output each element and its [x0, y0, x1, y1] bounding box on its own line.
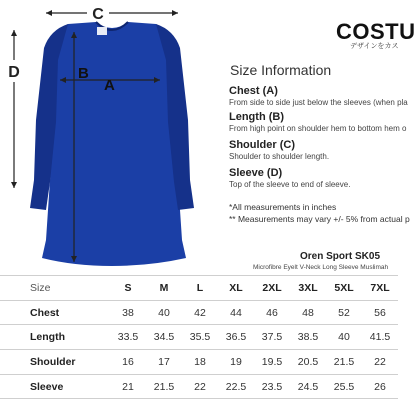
table-header-cell: M: [146, 276, 182, 301]
table-cell: 38: [110, 300, 146, 325]
table-cell: 24.5: [290, 374, 326, 399]
table-cell: 16: [110, 350, 146, 375]
brand-tagline: デザインをカス: [350, 43, 399, 50]
table-cell: 40: [326, 325, 362, 350]
table-cell: 46: [254, 300, 290, 325]
table-header-cell: 5XL: [326, 276, 362, 301]
table-cell: 19: [218, 350, 254, 375]
dimension-label-d: D: [8, 64, 20, 81]
size-table: [0, 275, 398, 399]
table-cell: 19.5: [254, 350, 290, 375]
table-cell: 42: [182, 300, 218, 325]
table-cell: 21.5: [146, 374, 182, 399]
table-cell: 52: [326, 300, 362, 325]
table-cell: 26: [362, 374, 398, 399]
product-name: Oren Sport SK05: [300, 251, 381, 262]
table-cell: 56: [362, 300, 398, 325]
garment-tag: [97, 27, 107, 35]
definition-sleeve-heading: Sleeve (D): [229, 167, 283, 179]
note-measurement-variance: ** Measurements may vary +/- 5% from actual p: [229, 214, 410, 224]
table-cell: 38.5: [290, 325, 326, 350]
table-cell: 41.5: [362, 325, 398, 350]
table-cell: 22.5: [218, 374, 254, 399]
table-cell: 37.5: [254, 325, 290, 350]
table-row: [0, 350, 398, 375]
table-header-cell: L: [182, 276, 218, 301]
table-cell: 48: [290, 300, 326, 325]
row-label-chest: Chest: [0, 300, 110, 325]
dress-body: [42, 22, 186, 266]
table-header-cell: 3XL: [290, 276, 326, 301]
row-label-length: Length: [0, 325, 110, 350]
garment-diagram: [0, 0, 225, 275]
table-cell: 40: [146, 300, 182, 325]
table-cell: 34.5: [146, 325, 182, 350]
brand-logo: COSTU: [336, 19, 416, 44]
table-cell: 20.5: [290, 350, 326, 375]
definition-sleeve-text: Top of the sleeve to end of sleeve.: [229, 180, 351, 189]
table-header-cell: 7XL: [362, 276, 398, 301]
table-header-cell: XL: [218, 276, 254, 301]
table-header-cell: 2XL: [254, 276, 290, 301]
table-cell: 33.5: [110, 325, 146, 350]
table-cell: 17: [146, 350, 182, 375]
table-cell: 35.5: [182, 325, 218, 350]
table-cell: 36.5: [218, 325, 254, 350]
table-header-cell: S: [110, 276, 146, 301]
size-info-title: Size Information: [230, 62, 332, 78]
definition-shoulder-heading: Shoulder (C): [229, 139, 295, 151]
row-label-shoulder: Shoulder: [0, 350, 110, 375]
table-cell: 25.5: [326, 374, 362, 399]
table-cell: 21.5: [326, 350, 362, 375]
note-measurement-units: *All measurements in inches: [229, 202, 337, 212]
definition-chest-text: From side to side just below the sleeves (when pla: [229, 98, 408, 107]
dimension-label-a: A: [104, 77, 115, 94]
table-cell: 44: [218, 300, 254, 325]
table-row: [0, 300, 398, 325]
row-label-sleeve: Sleeve: [0, 374, 110, 399]
table-header-row: [0, 276, 398, 301]
dimension-label-c: C: [92, 6, 104, 23]
table-header-size: Size: [0, 276, 110, 301]
table-cell: 23.5: [254, 374, 290, 399]
definition-length-text: From high point on shoulder hem to bottom hem o: [229, 124, 407, 133]
table-cell: 22: [182, 374, 218, 399]
table-row: [0, 325, 398, 350]
table-cell: 18: [182, 350, 218, 375]
definition-shoulder-text: Shoulder to shoulder length.: [229, 152, 330, 161]
table-row: [0, 374, 398, 399]
definition-chest-heading: Chest (A): [229, 85, 278, 97]
table-cell: 21: [110, 374, 146, 399]
dimension-label-b: B: [78, 65, 89, 82]
product-description: Microfibre Eyelt V-Neck Long Sleeve Muslimah: [253, 264, 389, 271]
table-cell: 22: [362, 350, 398, 375]
definition-length-heading: Length (B): [229, 111, 284, 123]
